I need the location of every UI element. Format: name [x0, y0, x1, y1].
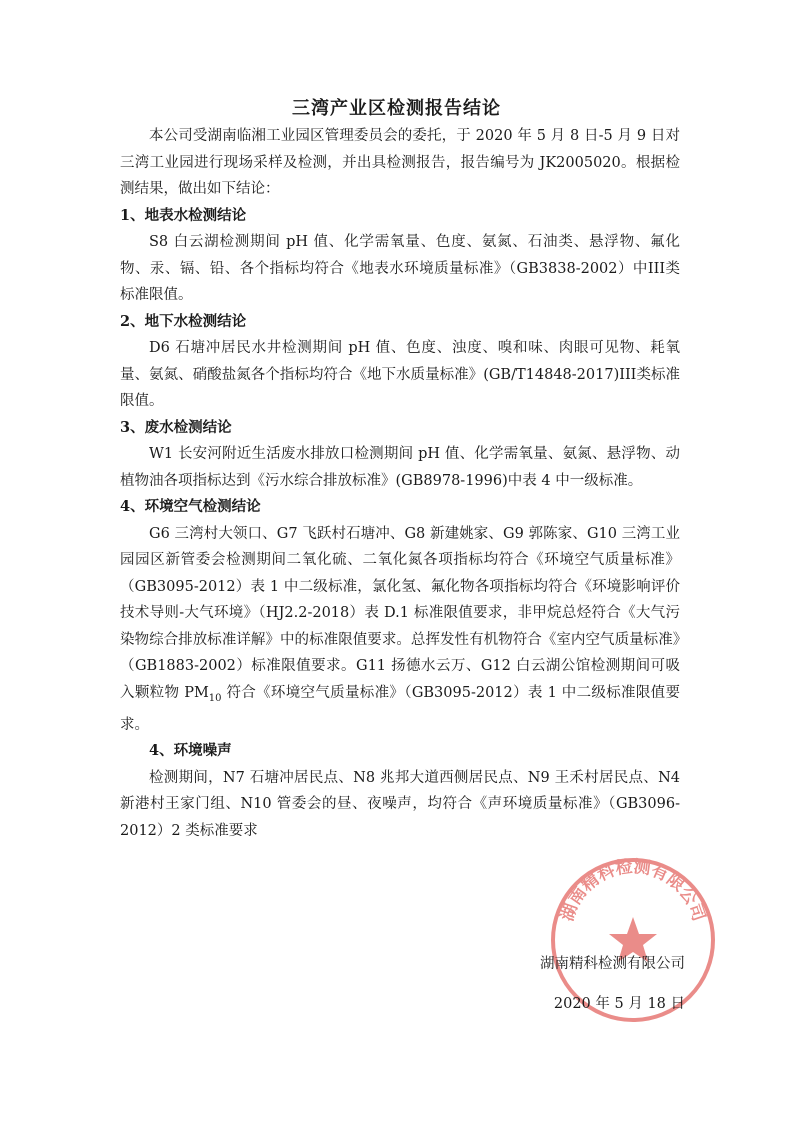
svg-text:湖南精科检测有限公司: 湖南精科检测有限公司 [557, 856, 709, 924]
signature-company: 湖南精科检测有限公司 [540, 956, 685, 972]
section-text-noise: 检测期间，N7 石塘冲居民点、N8 兆邦大道西侧居民点、N9 王禾村居民点、N4 新港村王家门组、N10 管委会的昼、夜噪声，均符合《声环境质量标准》（GB3096-2012）2 类标准要求 [120, 769, 680, 839]
air-text-before: G6 三湾村大领口、G7 飞跃村石塘冲、G8 新建姚家、G9 郭陈家、G10 三湾工业园园区新管委会检测期间二氧化硫、二氧化氮各项指标均符合《环境空气质量标准》（GB3095-2012）表 1 中二级标准，氯化氢、氟化物各项指标均符合《环境影响评价技术导则-大气环境》（HJ2.2-2018）表 D.1 标准限值要求，非甲烷总烃符合《大气污染物综合排放标准详解》中的标准限值要求。总挥发性有机物符合《室内空气质量标准》（GB1883-2002）标准限值要求。G11 扬德水云万、G12 白云湖公馆检测期间可吸入颗粒物 PM [120, 525, 680, 701]
section-text-groundwater: D6 石塘冲居民水井检测期间 pH 值、色度、浊度、嗅和味、肉眼可见物、耗氧量、氨氮、硝酸盐氮各个指标均符合《地下水质量标准》(GB/T14848-2017)III类标准限值。 [120, 340, 680, 409]
report-body [120, 123, 680, 844]
page-title: 三湾产业区检测报告结论 [292, 98, 501, 119]
section-text-air [120, 521, 680, 739]
section-text-wastewater: W1 长安河附近生活废水排放口检测期间 pH 值、化学需氧量、氨氮、悬浮物、动植物油各项指标达到《污水综合排放标准》(GB8978-1996)中表 4 中一级标准。 [120, 446, 680, 489]
section-heading-surface-water: 1、地表水检测结论 [120, 206, 247, 224]
section-heading-noise: 4、环境噪声 [149, 742, 232, 760]
section-heading-wastewater: 3、废水检测结论 [120, 418, 232, 436]
signature-date: 2020 年 5 月 18 日 [553, 996, 685, 1012]
intro-paragraph: 本公司受湖南临湘工业园区管理委员会的委托，于 2020 年 5 月 8 日-5 月 9 日对三湾工业园进行现场采样及检测，并出具检测报告，报告编号为 JK2005020。根据检测结果，做出如下结论： [120, 128, 680, 197]
section-heading-groundwater: 2、地下水检测结论 [120, 312, 247, 330]
pm-subscript: 10 [208, 692, 222, 704]
section-heading-air: 4、环境空气检测结论 [120, 498, 261, 515]
air-text-after: 符合《环境空气质量标准》（GB3095-2012）表 1 中二级标准限值要求。 [120, 684, 680, 733]
section-text-surface-water: S8 白云湖检测期间 pH 值、化学需氧量、色度、氨氮、石油类、悬浮物、氟化物、汞、镉、铅、各个指标均符合《地表水环境质量标准》（GB3838-2002）中III类标准限值。 [120, 234, 680, 303]
